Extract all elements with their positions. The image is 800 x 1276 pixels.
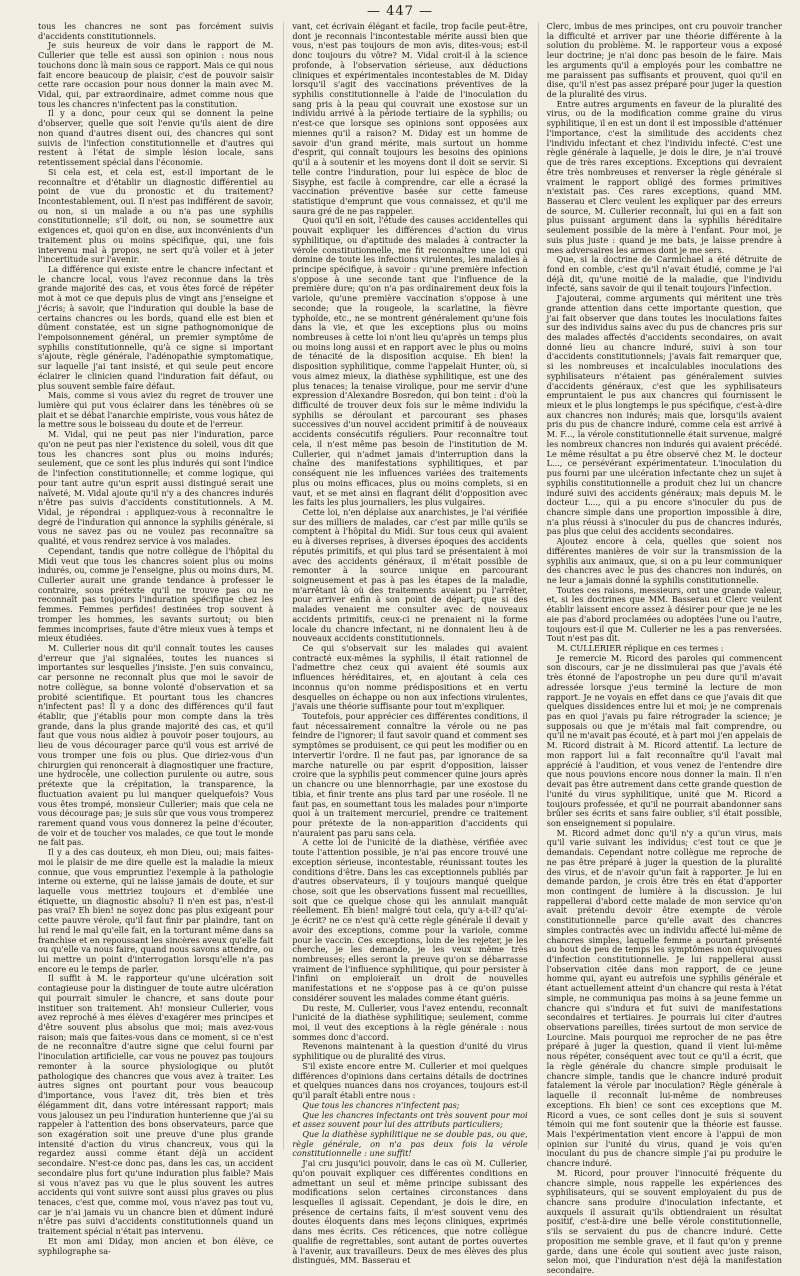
paragraph: Que la diathèse syphilitique ne se double pas, ou que, règle générale, on n'a pas deux fois la vérole constitutionnelle : une suffit! bbox=[292, 1128, 528, 1159]
paragraph: Revenons maintenant à la question d'unité du virus syphilitique ou de pluralité des virus. bbox=[292, 1041, 528, 1062]
paragraph: Que les chancres infectants ont très souvent pour moi et assez souvent pour lui des attributs particuliers; bbox=[292, 1109, 528, 1130]
paragraph: Cependant, tandis que notre collègue de l'hôpital du Midi veut que tous les chancres soient plus ou moins indurés, ou, comme je l'enseigne, plus ou moins durs, M. Cullerier aurait une grande tendance à professer le contraire, sous prétexte qu'il ne trouve pas ou ne reconnaît pas toujours l'induration spécifique chez les femmes. Femmes perfides! destinées trop souvent à tromper les hommes, les savants surtout; ou bien femmes incomprises, faute d'être mieux vues à temps et mieux étudiées. bbox=[38, 545, 274, 644]
paragraph: Que, si la doctrine de Carmichael a été détruite de fond en comble, c'est qu'il n'avait étudié, comme je l'ai déjà dit, qu'une moitié de la maladie, que l'individu infecté, sans savoir de qui il tenait toujours l'infection. bbox=[546, 254, 782, 294]
text-columns bbox=[38, 21, 782, 1275]
paragraph: Ce qui s'observait sur les malades qui avaient contracté eux-mêmes la syphilis, il était rationnel de l'admettre chez ceux qui avaient été soumis aux influences héréditaires, et, en ajoutant à cela ces inconnus qu'on nomme prédispositions et en vertu desquelles on échappe ou non aux infections virulentes, j'avais une théorie suffisante pour tout m'expliquer. bbox=[292, 643, 528, 712]
paragraph: J'ajouterai, comme arguments qui méritent une très grande attention dans cette importante question, que j'ai fait observer que dans toutes les inoculations faites sur des individus sains avec du pus de chancres pris sur des malades affectés d'accidents secondaires, on avait donné lieu au chancre induré, suivi à son tour d'accidents constitutionnels; j'avais fait remarquer que, si les nombreuses et incalculables inoculations des syphilisateurs n'étaient pas généralement suivies d'accidents généraux, c'est que les syphilisateurs empruntaient le pus aux chancres qui fournissent le mieux et le plus longtemps le pus spécifique, c'est-à-dire aux chancres non indurés; mais que, lorsqu'ils avaient pris du pus de chancre induré, comme cela est arrivé à M. F..., la vérole constitutionnelle était survenue, malgré les nombreux chancres non indurés qui avaient précédé. Le même résultat a pu être observé chez M. le docteur L..., ce persévérant expérimentateur. L'inoculation du pus fourni par une ulcération infectante chez un sujet à syphilis constitutionnelle a produit chez lui un chancre induré suivi des accidents généraux; mais depuis M. le docteur L..., qui a pu encore s'inoculer du pus de chancre simple dans une proportion impossible à dire, n'a plus réussi à s'inoculer du pus de chancres indurés, pas plus que celui des accidents secondaires. bbox=[546, 293, 782, 537]
paragraph: Je suis heureux de voir dans le rapport de M. Cullerier que telle est aussi son opinion : nous nous touchons donc là main sous ce rapport. Mais ce qui nous fait encore beaucoup de plaisir, c'est de pouvoir saisir cette rare occasion pour nous donner la main avec M. Vidal, qui, par extraordinaire, admet comme nous que tous les chancres n'infectent pas la constitution. bbox=[38, 40, 274, 109]
paragraph: Quoi qu'il en soit, l'étude des causes accidentelles qui pouvait expliquer les différences d'action du virus syphilitique, ou d'aptitude des malades à contracter la vérole constitutionnelle, me fit reconnaître une loi qui domine de toute les infections virulentes, les maladies à principe spécifique, à savoir : qu'une première infection s'oppose à une seconde tant que l'influence de la première dure; qu'on n'a pas ordinairement deux fois la variole, qu'une première vaccination s'oppose à une seconde; que la rougeole, la scarlatine, la fièvre typhoïde, etc., ne se montrent généralement qu'une fois dans la vie, et que les exceptions plus ou moins nombreuses à cette loi n'ont lieu qu'après un temps plus ou moins long aussi et en rapport avec le plus ou moins de ténacité de la disposition acquise. Eh bien! la disposition syphilitique, comme l'appelait Hunter, où, si vous aimez mieux, la diathèse syphilitique, est une des plus tenaces; la tenaise virolique, pour me servir d'une expression d'Alexandre Bosredon, qui bon teint : d'où la difficulté de trouver deux fois sur le même individu la syphilis se déroulant et parcourant ses phases successives d'un nouvel accident primitif à de nouveaux accidents consécutifs réguliers. Pour reconnaître tout cela, il n'est même pas besoin de l'institution de M. Cullerier, qui n'admet jamais d'interruption dans la chaîne des manifestations syphilitiques, et par conséquent nie les influences variées des traitements plus ou moins efficaces, plus ou moins complets, si en vaut, et se met ainsi en flagrant délit d'opposition avec les faits les plus journaliers, les plus vulgaires. bbox=[292, 215, 528, 508]
paragraph: Entre autres arguments en faveur de la pluralité des virus, ou de la modification comme graine du virus syphilitique, il en est un dont il est impossible d'atténuer l'importance, c'est la similitude des accidents chez l'individu infectant et chez l'individu infecté. C'est une règle générale à laquelle, je dois le dire, je n'ai trouvé que de très rares exceptions. Exceptions qui devraient être très nombreuses et renverser la règle générale si vraiment le rapport obligé des formes primitives n'existait pas. Ces rares exceptions, quand MM. Basserau et Clerc veulent les expliquer par des erreurs de source, M. Cullerier reconnaît, lui qui en a fait son plus puissant argument dans la syphilis héréditaire seulement possible de la mère à l'enfant. Pour moi, je suis plus juste : quand je me bats, je laisse prendre à mes adversaires les armes dont je me sers. bbox=[546, 98, 782, 255]
paragraph: Si cela est, et cela est, est-il important de le reconnaître et d'établir un diagnostic différentiel au point de vue du pronostic et du traitement? Incontestablement, oui. Il n'est pas indifférent de savoir, ou non, si un malade a ou n'a pas une syphilis constitutionnelle; s'il doit, ou non, se soumettre aux exigences et, quoi qu'on en dise, aux inconvénients d'un traitement plus ou moins spécifique, qui, une fois intervenu mal à propos, ne sert qu'à voiler et à jeter l'incertitude sur l'avenir. bbox=[38, 166, 274, 265]
column-left bbox=[38, 21, 274, 1256]
paragraph: Mais, comme si vous aviez du regret de trouver une lumière qui put vous éclairer dans les ténèbres où se plait et se débat l'anarchie empiriste, vous vous hâtez de la mettre sous le boisseau du doute et de l'erreur. bbox=[38, 390, 274, 430]
paragraph: tous les chancres ne sont pas forcément suivis d'accidents constitutionnels. bbox=[38, 21, 274, 41]
paragraph: Je remercie M. Ricord des paroles qui commencent son discours, car je ne dissimulerai pas que j'avais été très étonné de l'apostrophe un peu dure qu'il m'avait adressée lorsque j'eus terminé la lecture de mon rapport. Je ne voyais en effet dans ce que j'avais dit que quelques dissidences entre lui et moi; je ne comprenais pas en quoi j'avais pu faire rétrograder la science; je supposais ou que je m'étais mal fait comprendre, ou qu'il ne m'avait pas écouté, et à part moi j'en appelais de M. Ricord distrait à M. Ricord attentif. La lecture de mon rapport lui a fait reconnaître qu'il l'avait mal apprécié à l'audition, et vous venez de l'entendre dire que nous pouvions encore nous donner la main. Il n'en devait pas être autrement dans cette grande question de l'unité du virus syphilitique, unité que M. Ricord a toujours professée, et qu'il ne pourrait abandonner sans brûler ses écrits et sans faire oublier, s'il était possible, son enseignement si populaire. bbox=[546, 652, 782, 828]
paragraph: Il y a des cas douteux, eh mon Dieu, oui; mais faites-moi le plaisir de me dire quelle est la maladie la mieux connue, que vous empruntiez l'exemple à la pathologie interne ou externe, qui ne laisse jamais de doute, et sur laquelle vous mettriez toujours et d'emblée une étiquette, un diagnostic absolu? Il n'en est pas, n'est-il pas vrai? Eh bien! ne soyez donc pas plus exigeant pour cette pauvre vérole, qu'il faut finir par plaindre, tant on lui rend le mal qu'elle fait, en la torturant même dans sa franchise et en repoussant les sincères aveux qu'elle fait ou qu'elle va nous faire, quand nous savons attendre, ou lui mettre un point d'interrogation lorsqu'elle n'a pas encore eu le temps de parler. bbox=[38, 847, 274, 974]
paragraph: Que tous les chancres n'infectent pas; bbox=[302, 1099, 460, 1110]
paragraph: M. CULLERIER réplique en ces termes : bbox=[556, 643, 724, 653]
paragraph: Cette loi, n'en déplaise aux anarchistes, je l'ai vérifiée sur des milliers de malades, car c'est par mille qu'ils se comptent à l'hôpital du Midi. Sur tous ceux qui avaient eu à diverses reprises, à diverses époques des accidents réputés primitifs, et qui plus tard se présentaient à moi avec des accidents généraux, il m'était possible de remonter à la source unique en parcourant soigneusement et pas à pas les étapes de la maladie, m'arrêtant là où des traitements avaient pu l'arrêter, pour arriver enfin à son point de départ; que si des malades venaient me consulter avec de nouveaux accidents primitifs, ceux-ci ne prenaient ni la forme locale du chancre infectant, ni ne donnaient lieu à de nouveaux accidents constitutionnels. bbox=[292, 506, 528, 644]
paragraph: M. Vidal, qui ne peut pas nier l'induration, parce qu'on ne peut pas nier l'existence du soleil, vous dit que tous les chancres sont plus ou moins indurés; seulement, que ce sont les plus indurés qui sont l'indice de l'infection constitutionnelle; et comme logique, qui pour tant autre qu'un esprit aussi distingué serait une naïveté, M. Vidal ajoute qu'il n'y a des chancres indurés n'être pas suivis d'accidents constitutionnels. A M. Vidal, je répondrai : appliquez-vous à reconnaître le degré de l'induration qui annonce la syphilis générale, si vous ne savez pas ou ne voulez pas reconnaître sa qualité, et vous rendrez service à vos malades. bbox=[38, 429, 274, 547]
paragraph: Toutefois, pour apprécier ces différentes conditions, il faut nécessairement connaître la vérole ou ne pas feindre de l'ignorer; il faut savoir quand et comment ses symptômes se produisent, ce qui peut les modifier ou en intervertir l'ordre. Il ne faut pas, par ignorance de sa marche naturelle ou par esprit d'opposition, laisser croire que la syphilis peut commencer quine jours après un chancre ou une blennorrhagie, par une exostose du tibia, et finir trente ans plus tard par une roséole. Il ne faut pas, en soumettant tous les malades pour n'importe quoi à un traitement mercuriel, prendre ce traitement pour prétexte de la non-apparition d'accidents qui n'auraient pas paru sans cela. bbox=[292, 711, 528, 838]
paragraph: Clerc, imbus de mes principes, ont cru pouvoir trancher la difficulté et arriver par une théorie différente à la solution du problème. M. le rapporteur vous a exposé leur doctrine; je n'ai donc pas besoin de le faire. Mais les arguments qu'il a employés pour les combattre ne me paraissent pas suffisants et prouvent, quoi qu'il en dise, qu'il n'est pas assez préparé pour juger la question de la pluralité des virus. bbox=[546, 21, 782, 100]
page-number: — 447 — bbox=[366, 4, 434, 19]
paragraph: Du reste, M. Cullerier, vous l'avez entendu, reconnaît l'unicité de la diathèse syphilitique; seulement, comme moi, il veut des exceptions à la règle générale : nous sommes donc d'accord. bbox=[292, 1002, 528, 1042]
paragraph: La différence qui existe entre le chancre infectant et le chancre local, vous l'avez reconnue dans la très grande majorité des cas, et vous êtes forcé de répéter mot à mot ce que depuis plus de vingt ans j'enseigne et j'écris; à savoir, que l'induration qui double la base de certains chancres ou les bords, quand elle est bien et dûment constatée, est un signe pathognomonique de l'empoisonnement général, un premier symptôme de syphilis constitutionnelle, qu'à ce signe si important s'ajoute, règle générale, l'adénopathie symptomatique, sur laquelle j'ai tant insisté, et qui seule peut encore éclairer le clinicien quand l'induration fait défaut, ou plus souvent semble faire défaut. bbox=[38, 263, 274, 391]
column-middle bbox=[283, 21, 528, 1266]
paragraph: Et mon ami Diday, mon ancien et bon élève, ce syphilographe sa- bbox=[38, 1235, 274, 1256]
paragraph: M. Cullerier nous dit qu'il connaît toutes les causes d'erreur que j'ai signalées, toutes les nuances si importantes sur lesquelles j'insiste. J'en suis convaincu, car personne ne reconnaît plus que moi le savoir de notre collègue, sa bonne volonté d'observation et sa probité scientifique. Et pourtant tous les chancres n'infectent pas! Il y a donc des différences qu'il faut établir, que j'établis pour mon compte dans la très grande, dans la plus grande majorité des cas, et qu'il faut que vous nous aidiez à pouvoir poser toujours, au lieu de vous décourager parce qu'il vous est arrivé de vous tromper une fois ou plus. Que diriez-vous d'un chirurgien qui renoncerait à diagnostiquer une fracture, une hydrocèle, une collection purulente ou autre, sous prétexte que la crépitation, la transparence, la fluctuation avaient pu lui manquer quelquefois? Vous vous êtes trompé, monsieur Cullerier; mais que cela ne vous décourage pas; je suis sûr que vous vous tromperez rarement quand vous vous donnerez la peine d'écouter, de voir et de toucher vos malades, ce que tout le monde ne fait pas. bbox=[38, 643, 274, 848]
paragraph: M. Ricord admet donc qu'il n'y a qu'un virus, mais qu'il varie suivant les individus; c'est tout ce que je demandais. Cependant notre collègue me reproche de ne pas être préparé à juger la question de la pluralité des virus, et de n'avoir qu'un fait à rapporter. Je lui en demande pardon, je crois être très en état d'apporter mon contingent de lumière à la discussion. Je lui rappellerai d'abord cette malade de mon service qu'on avait prétendu devoir être exempte de vérole constitutionnelle parce qu'elle avait des chancres simples contractés avec un individu affecté lui-même de chancres simples, laquelle femme a pourtant présenté au bout de peu de temps les symptômes non équivoques d'infection constitutionnelle. Je lui rappellerai aussi l'observation citée dans mon rapport, de ce jeune homme qui, ayant eu autrefois une syphilis générale et étant actuellement atteint d'un chancre qui resta à l'état simple, ne communiqua pas moins à sa jeune femme un chancre qui s'indura et fut suivi de manifestations secondaires et tertiaires. Je pourrais lui citer d'autres observations pareilles, tirées surtout de mon service de Lourcine. Mais pourquoi me reprocher de ne pas être préparé à juger la question, quand il vient lui-même nous répéter, conséquent avec tout ce qu'il a écrit, que la règle générale du chancre simple produisait le chancre simple, tandis que le chancre induré produit fatalement la vérole par inoculation? Règle générale à laquelle il reconnaît lui-même de nombreuses exceptions. Eh bien! ce sont ces exceptions que M. Ricord a vues, ce sont celles dont je suis si souvent témoin qui me font soutenir que la théorie est fausse. Mais l'expérimentation vient encore à l'appui de mon opinion sur l'unité du virus, quand je vois qu'en inoculant du pus de chancre simple j'ai pu produire le chancre induré. bbox=[546, 827, 782, 1169]
paragraph: Il y a donc, pour ceux qui se donnent la peine d'observer, quelle que soit l'envie qu'ils aient de dire non quand d'autres disent oui, des chancres qui sont suivis de l'infection constitutionnelle et d'autres qui restent à l'état de simple lésion locale, sans retentissement spécial dans l'économie. bbox=[38, 108, 274, 168]
paragraph: vant, cet écrivain élégant et facile, trop facile peut-être, dont je reconnais l'incontestable mérite aussi bien que vous, n'est pas toujours de mon avis, dites-vous; est-il donc toujours du vôtre? M. Vidal croit-il à la science profonde, à l'observation sérieuse, aux déductions cliniques et expérimentales incontestables de M. Diday lorsqu'il s'agit des vaccinations préventives de la syphilis constitutionnelle à l'aide de l'inoculation du sang pris à la peau qui couvrait une exostose sur un individu arrivé à la période tertiaire de la syphilis; ou n'est-ce que lorsque ses opinions sont opposées aux miennes qu'il a raison? M. Diday est un homme de savoir d'un grand mérite, mais surtout un homme d'esprit, qui connaît toujours les besoins des opinions qu'il a à soutenir et les moyens dont il doit se servir. Si telle contre l'induration, pour lui espèce de bloc de Sisyphe, est facile à comprendre, car elle a écrasé la vaccination préventive basée sur cette fameuse statistique d'emprunt que vous connaissez, et qu'il me saura gré de ne pas rappeler. bbox=[292, 21, 528, 216]
paragraph: Toutes ces raisons, messieurs, ont une grande valeur, et, si les doctrines que MM. Basserau et Clerc veulent établir laissent encore assez à désirer pour que je ne les aie pas d'abord proclamées ou adoptées l'une ou l'autre, toujours est-il que M. Cullerier ne les a pas renversées. Tout n'est pas dit. bbox=[546, 584, 782, 644]
speaker-name: M. CULLERIER bbox=[556, 643, 622, 653]
paragraph: Il suffit à M. le rapporteur qu'une ulcération soit contagieuse pour la distinguer de toute autre ulcération qui pourrait simuler le chancre, et sans doute pour instituer son traitement. Ah! monsieur Cullerier, vous avez reproché à mes élèves d'exagérer mes principes et d'être souvent plus absolus que moi; mais avez-vous raison; mais que faites-vous dans ce moment, si ce n'est de ne reconnaître d'autre signe que celui fourni par l'inoculation artificielle, car vous ne pouvez pas toujours remonter à la source physiologique ou plutôt pathologique des chancres que vous avez à traiter. Les autres signes ont pourtant pour vous beaucoup d'importance, vous l'avez dit, très bien et très élégamment dit, dans votre intéressant rapport; mais vous jalousez un peu l'induration hunterienne que j'ai su rappeler à l'attention des bons observateurs, parce que son exagération soit une preuve d'une plus grande intensité d'action du virus chancreux, vous qui la regardez aussi comme étant déjà un accident secondaire. N'est-ce donc pas, dans les cas, un accident secondaire plus fort qu'une induration plus faible? Mais si vous n'avez pas vu que le plus souvent les autres accidents qui vont suivre sont aussi plus graves ou plus tenaces, c'est que, comme moi, vous n'avez pas tout vu, car je n'ai jamais vu un chancre bien et dûment induré n'être pas suivi d'accidents constitutionnels quand un traitement spécial n'était pas intervenu. bbox=[38, 973, 274, 1237]
paragraph: S'il existe encore entre M. Cullerier et moi quelques différences d'opinions dans certains détails de doctrines et quelques nuances dans nos croyances, toujours est-il qu'il paraît établi entre nous : bbox=[292, 1060, 528, 1101]
paragraph: J'ai cru jusqu'ici pouvoir, dans le cas où M. Cullerier, qu'on pouvait expliquer ces différentes conditions en admettant un seul et même principe subissant des modifications selon certaines circonstances dans lesquelles il agissait. Cependant, je dois le dire, en présence de certains faits, il m'est souvent venu des doutes éloquents dans mes leçons cliniques, exprimés dans mes écrits. Ces réticences, que notre collègue qualifie de regrettables, sont autant de portes ouvertes à l'avenir, aux travailleurs. Deux de mes élèves des plus distingués, MM. Basserau et bbox=[292, 1158, 528, 1266]
paragraph: Ajoutez encore à cela, quelles que soient nos différentes manières de voir sur la transmission de la syphilis aux animaux, que, si on a pu leur communiquer des chancres avec le pus des chancres non indurés, on ne leur a jamais donné la syphilis constitutionnelle. bbox=[546, 536, 782, 585]
paragraph: M. Ricord, pour prouver l'innocuité fréquente du chancre simple, nous rappelle les expériences des syphilisateurs, qui se souvent employaient du pus de chancre sans produire d'inoculation infectante, et auxquels il assurait qu'ils obtiendraient un résultat positif, c'est-à-dire une belle vérole constitutionnelle, s'ils se servaient du pus de chancre induré. Cette proposition me semble grave, et il faut qu'on y prenne garde, dans une école qui soutient avec juste raison, selon moi, que l'induration n'est déjà la manifestation secondaire. bbox=[546, 1167, 782, 1275]
paragraph: A cette loi de l'unicité de la diathèse, vérifiée avec toute l'attention possible, je n'ai pas encore trouvé une exception sérieuse, incontestable, réunissant toutes les conditions d'être. Dans les cas exceptionnels publiés par d'autres observateurs, il y toujours manqué quelque chose, soit que les observations fussent mal recueillies, soit que ce quelque chose qui les annulait manquât réellement. Eh bien! malgré tout cela, qu'y a-t-il? qu'ai-je écrit? ne ce n'est qu'à cette règle générale il devait y avoir des exceptions, comme pour la variole, comme pour le vaccin. Ces exceptions, loin de les rejeter, je les cherche, je les demande, je les veux même très nombreuses; elles seront la preuve qu'on se débarrasse vraiment de l'influence syphilitique, qui pour persister à l'infini on emploierait un droit de nouvelles manifestations et ne s'oppose pas à ce qu'on puisse considérer souvent les malades comme étant guéris. bbox=[292, 837, 528, 1003]
column-right bbox=[538, 21, 782, 1275]
